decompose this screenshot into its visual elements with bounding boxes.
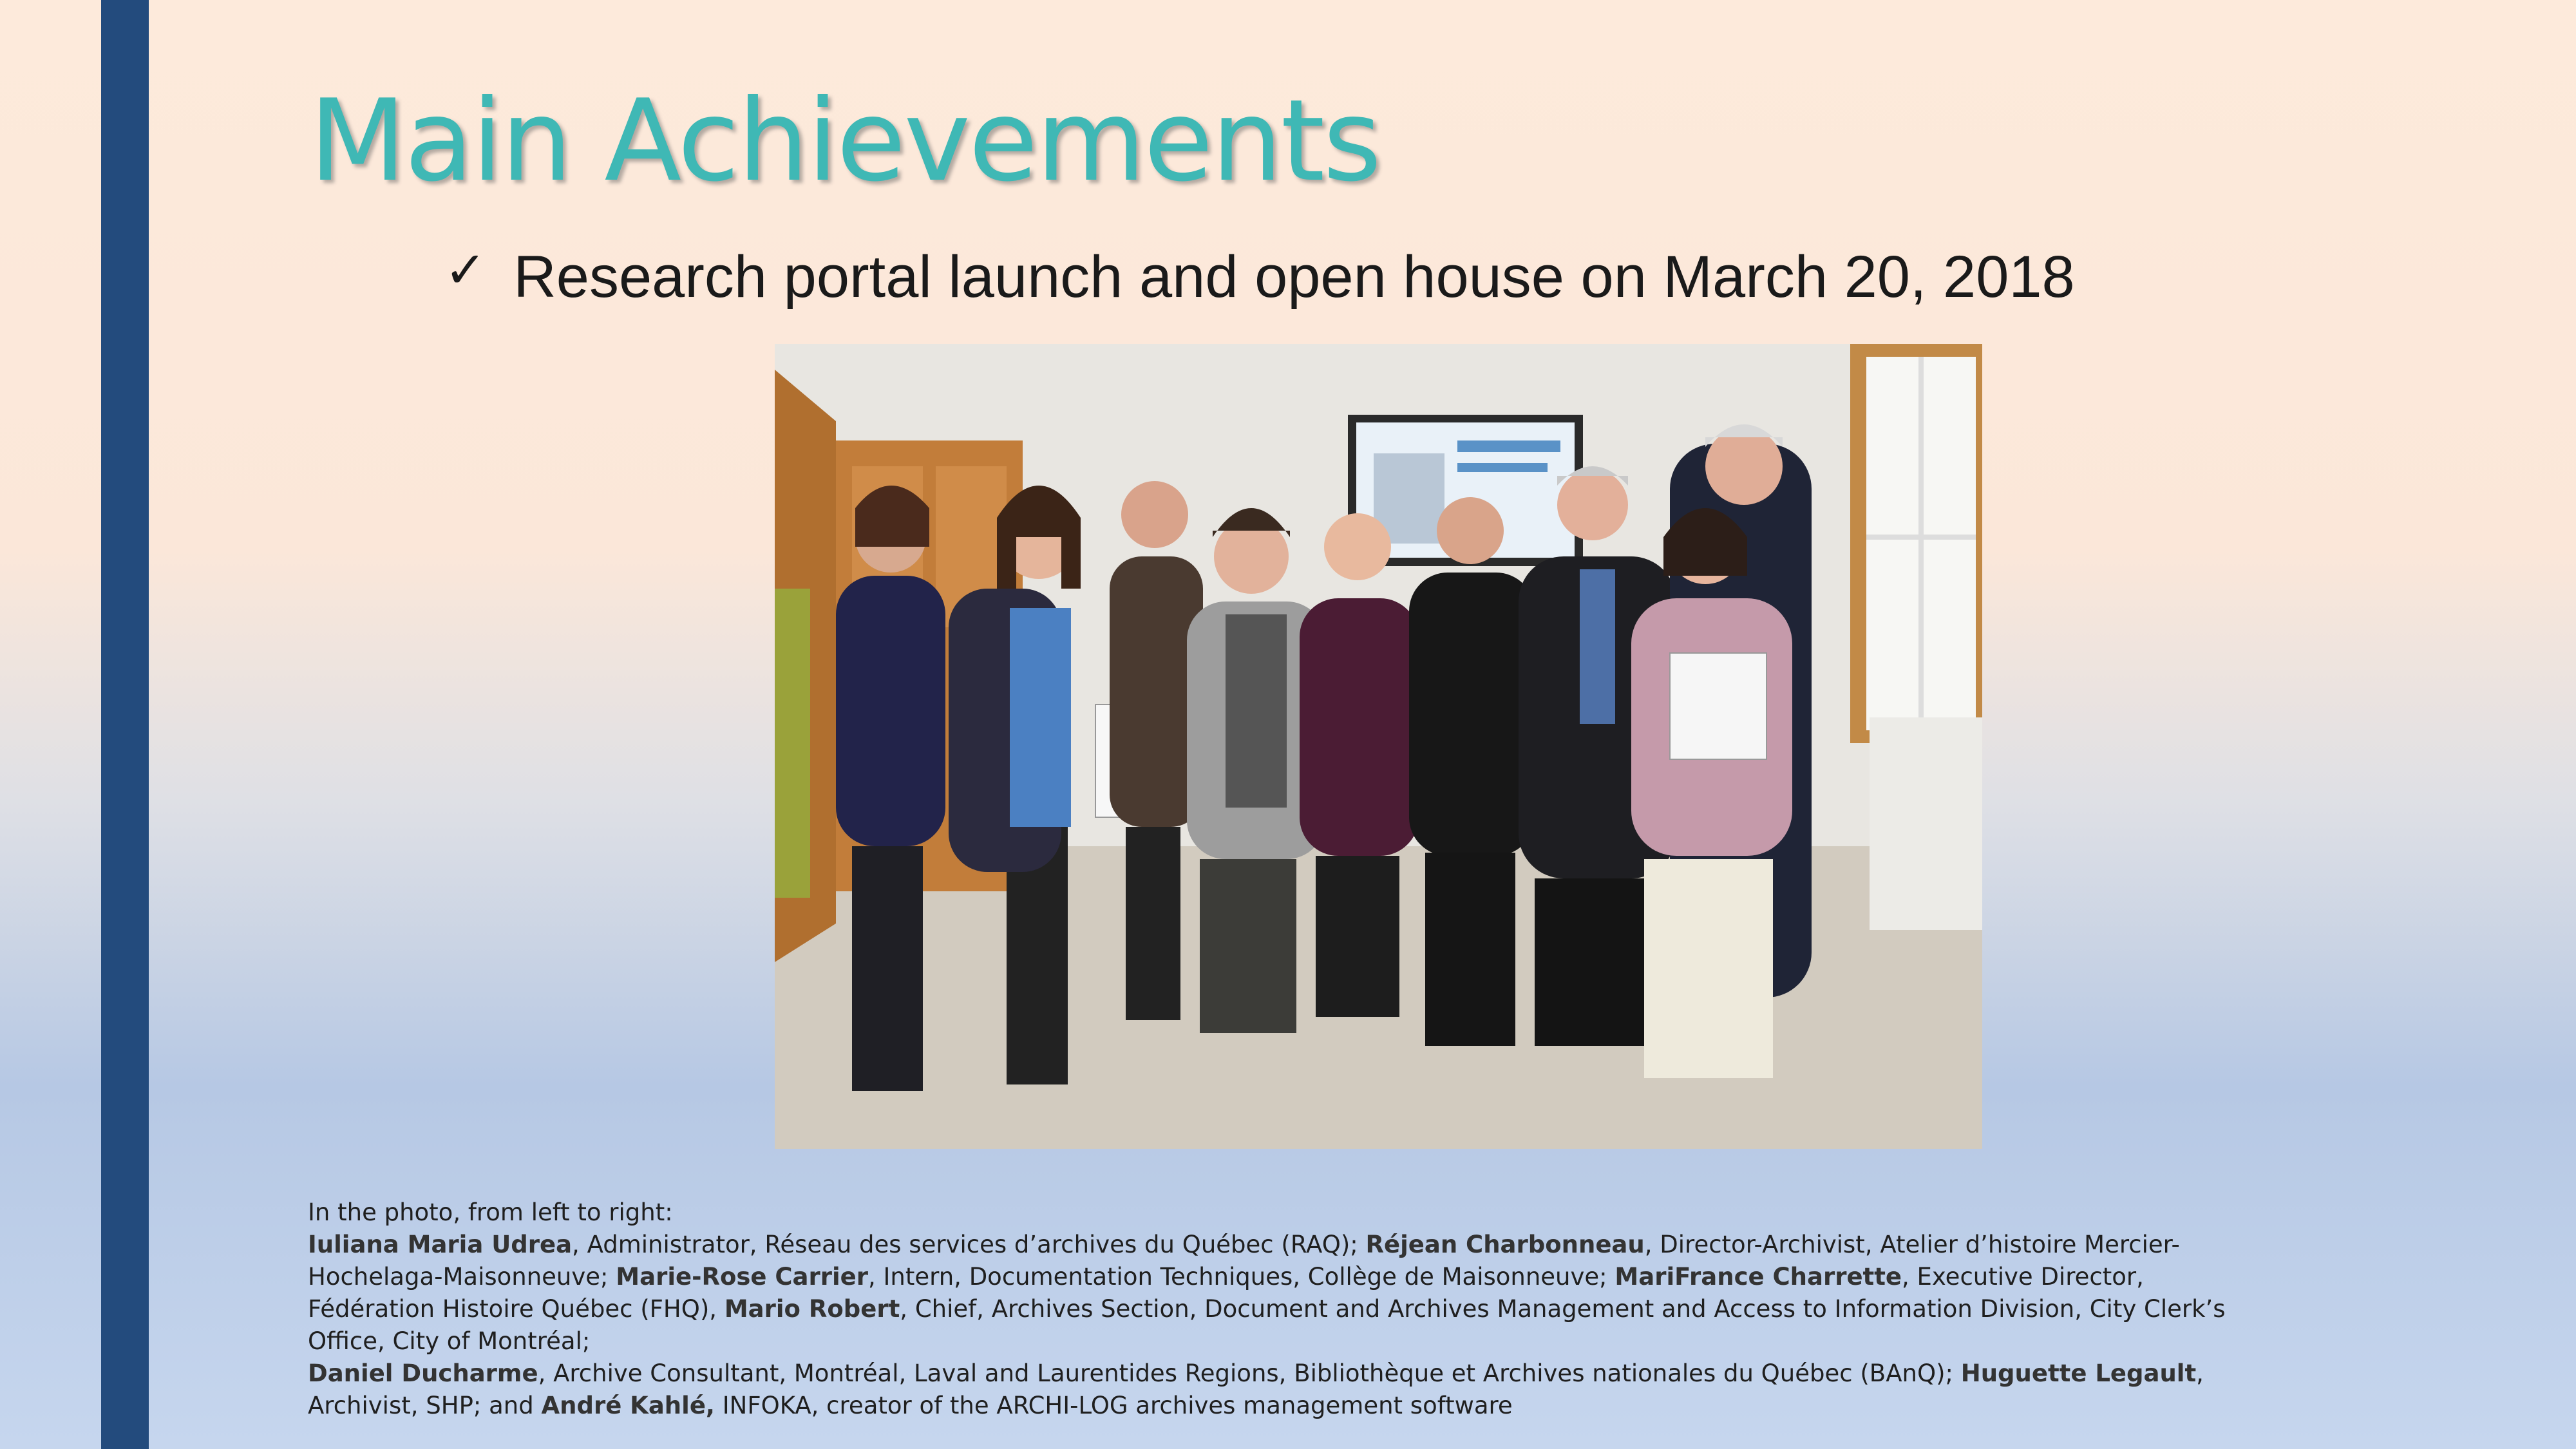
person-role: , Executive Director, Fédération Histoire Québec (FHQ),: [308, 1263, 2144, 1323]
bullet-item: [444, 238, 2075, 316]
slide-title: Main Achievements: [309, 76, 1380, 207]
group-photo: [775, 344, 1982, 1149]
person-role: , Intern, Documentation Techniques, Collège de Maisonneuve;: [868, 1263, 1615, 1291]
person-name: Mario Robert: [724, 1295, 900, 1323]
person-role: , Chief, Archives Section, Document and Archives Management and Access to Information Division, City Clerk’s Office, City of Montréal;: [308, 1295, 2226, 1355]
caption-intro: In the photo, from left to right:: [308, 1198, 673, 1226]
photo-caption: [308, 1197, 2253, 1422]
person-name: Iuliana Maria Udrea: [308, 1231, 573, 1258]
person-name: Marie-Rose Carrier: [616, 1263, 868, 1291]
group-photo-illustration: [775, 344, 1982, 1149]
person-name: Réjean Charbonneau: [1365, 1231, 1645, 1258]
slide-side-bar: [101, 0, 149, 1449]
person-role: , Archivist, SHP; and: [308, 1359, 2204, 1419]
caption-people: [308, 1229, 2253, 1422]
person-role: , Archive Consultant, Montréal, Laval and Laurentides Regions, Bibliothèque et Archives nationales du Québec (BAnQ);: [538, 1359, 1961, 1387]
person-name: Daniel Ducharme: [308, 1359, 538, 1387]
bullet-text: Research portal launch and open house on March 20, 2018: [513, 243, 2075, 310]
checkmark-icon: ✓: [444, 242, 487, 299]
person-role: , Administrator, Réseau des services d’archives du Québec (RAQ);: [572, 1231, 1366, 1258]
person-role: INFOKA, creator of the ARCHI-LOG archives management software: [714, 1392, 1513, 1419]
person-role: , Director-Archivist, Atelier d’histoire Mercier-Hochelaga-Maisonneuve;: [308, 1231, 2180, 1291]
person-name: Huguette Legault: [1960, 1359, 2197, 1387]
person-name: MariFrance Charrette: [1615, 1263, 1902, 1291]
person-name: André Kahlé,: [541, 1392, 715, 1419]
